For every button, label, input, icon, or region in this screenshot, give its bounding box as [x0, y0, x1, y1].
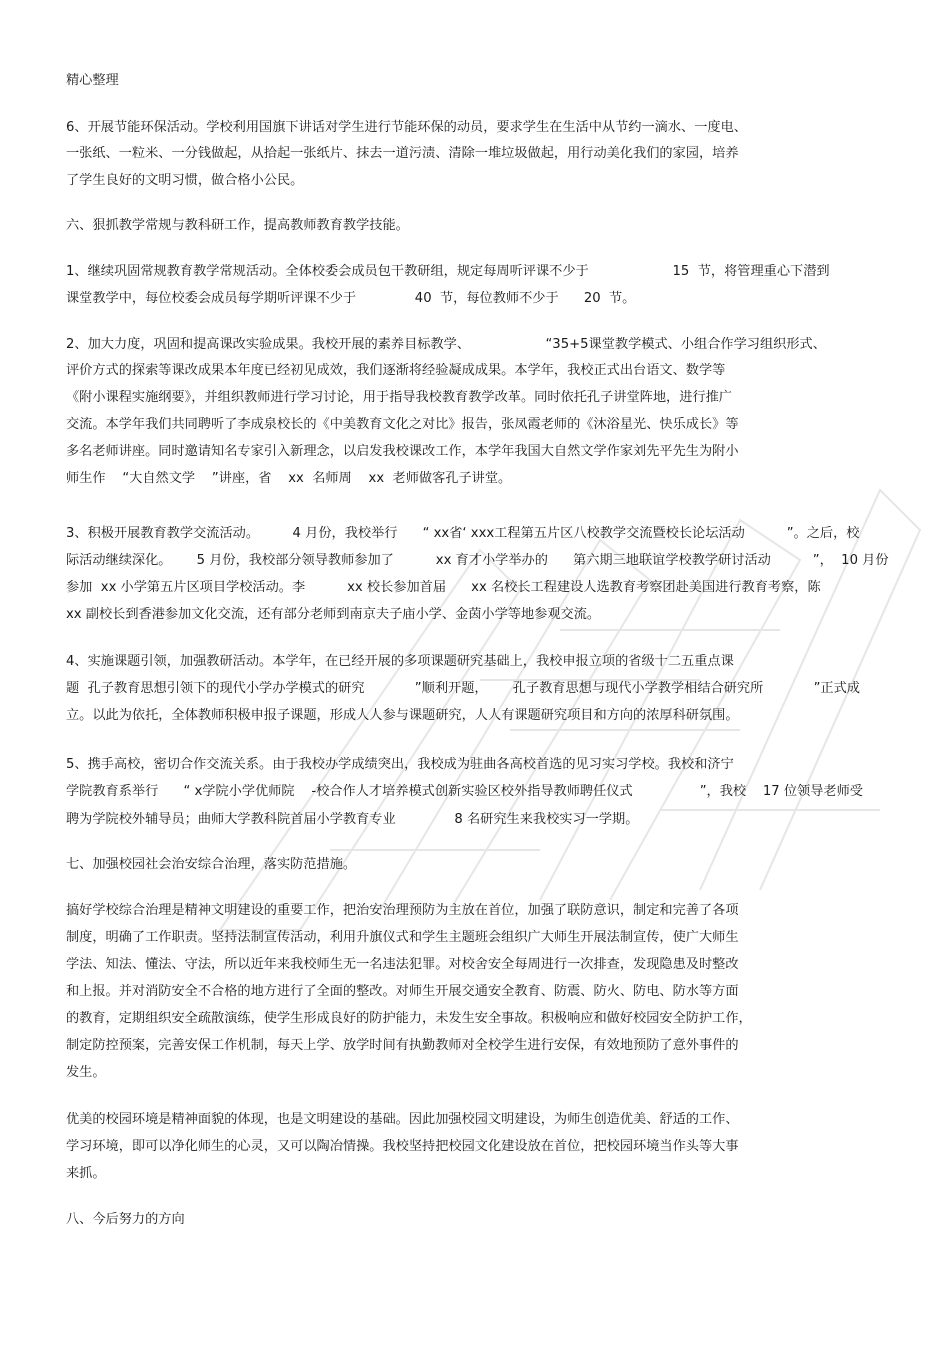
- text-line: 交流。本学年我们共同聘听了李成泉校长的《中美教育文化之对比》报告，张凤霞老师的《沐浴星光、快乐成长》等: [66, 417, 739, 432]
- text-line: 发生。: [66, 1065, 106, 1080]
- page-header: 精心整理: [66, 73, 119, 88]
- text-line: 多名老师讲座。同时邀请知名专家引入新理念，以启发我校课改工作，本学年我国大自然文学作家刘先平先生为附小: [66, 444, 739, 459]
- text-line: 2、加大力度，巩固和提高课改实验成果。我校开展的素养目标教学、 “35+5课堂教学模式、小组合作学习组织形式、: [66, 337, 826, 352]
- text-line: 制定防控预案，完善安保工作机制，每天上学、放学时间有执勤教师对全校学生进行安保，有效地预防了意外事件的: [66, 1038, 739, 1053]
- text-line: 题 孔子教育思想引领下的现代小学办学模式的研究 ”顺利开题， 孔子教育思想与现代小学教学相结合研究所 ”正式成: [66, 681, 860, 696]
- text-line: 师生作 “大自然文学 ”讲座，省 xx 名师周 xx 老师做客孔子讲堂。: [66, 471, 512, 486]
- section-heading: 六、狠抓教学常规与教科研工作，提高教师教育教学技能。: [66, 218, 409, 233]
- text-line: 《附小课程实施纲要》，并组织教师进行学习讨论，用于指导我校教育教学改革。同时依托孔子讲堂阵地，进行推广: [66, 390, 732, 405]
- text-line: 5、携手高校，密切合作交流关系。由于我校办学成绩突出，我校成为驻曲各高校首选的见习实习学校。我校和济宁: [66, 757, 734, 772]
- text-line: 4、实施课题引领，加强教研活动。本学年，在已经开展的多项课题研究基础上，我校申报立项的省级十二五重点课: [66, 654, 734, 669]
- text-line: 3、积极开展教育教学交流活动。 4 月份，我校举行 “ xx省‘ xxx工程第五片区八校教学交流暨校长论坛活动 ”。之后，校: [66, 526, 860, 541]
- text-line: 来抓。: [66, 1166, 106, 1181]
- text-line: 6、开展节能环保活动。学校利用国旗下讲话对学生进行节能环保的动员，要求学生在生活中从节约一滴水、一度电、: [66, 120, 747, 135]
- text-line: 评价方式的探索等课改成果本年度已经初见成效，我们逐渐将经验凝成成果。本学年，我校正式出台语文、数学等: [66, 363, 726, 378]
- text-line: 课堂教学中，每位校委会成员每学期听评课不少于 40 节，每位教师不少于 20 节。: [66, 291, 636, 306]
- text-line: 聘为学院校外辅导员；曲师大学教科院首届小学教育专业 8 名研究生来我校实习一学期。: [66, 812, 639, 827]
- text-line: 学习环境，即可以净化师生的心灵，又可以陶冶情操。我校坚持把校园文化建设放在首位，把校园环境当作头等大事: [66, 1139, 739, 1154]
- text-line: 优美的校园环境是精神面貌的体现，也是文明建设的基础。因此加强校园文明建设，为师生创造优美、舒适的工作、: [66, 1112, 739, 1127]
- text-line: 一张纸、一粒米、一分钱做起，从拾起一张纸片、抹去一道污渍、清除一堆垃圾做起，用行动美化我们的家园，培养: [66, 146, 739, 161]
- text-line: 搞好学校综合治理是精神文明建设的重要工作，把治安治理预防为主放在首位，加强了联防意识，制定和完善了各项: [66, 903, 739, 918]
- section-heading: 八、今后努力的方向: [66, 1212, 185, 1227]
- text-line: 的教育，定期组织安全疏散演练，使学生形成良好的防护能力，未发生安全事故。积极响应和做好校园安全防护工作，: [66, 1011, 752, 1026]
- text-line: 制度，明确了工作职责。坚持法制宣传活动，利用升旗仪式和学生主题班会组织广大师生开展法制宣传，使广大师生: [66, 930, 739, 945]
- text-line: 学法、知法、懂法、守法，所以近年来我校师生无一名违法犯罪。对校舍安全每周进行一次排查，发现隐患及时整改: [66, 957, 739, 972]
- text-line: 和上报。并对消防安全不合格的地方进行了全面的整改。对师生开展交通安全教育、防震、防火、防电、防水等方面: [66, 984, 739, 999]
- text-line: 学院教育系举行 “ x学院小学优师院 -校合作人才培养模式创新实验区校外指导教师聘任仪式 ”，我校 17 位领导老师受: [66, 784, 863, 799]
- text-line: 立。以此为依托，全体教师积极申报子课题，形成人人参与课题研究，人人有课题研究项目和方向的浓厚科研氛围。: [66, 708, 739, 723]
- text-line: 1、继续巩固常规教育教学常规活动。全体校委会成员包干教研组，规定每周听评课不少于 15 节，将管理重心下潜到: [66, 264, 830, 279]
- section-heading: 七、加强校园社会治安综合治理，落实防范措施。: [66, 857, 357, 872]
- text-line: 了学生良好的文明习惯，做合格小公民。: [66, 173, 304, 188]
- text-line: xx 副校长到香港参加文化交流，还有部分老师到南京夫子庙小学、金茵小学等地参观交流。: [66, 607, 601, 622]
- text-line: 参加 xx 小学第五片区项目学校活动。李 xx 校长参加首届 xx 名校长工程建设人选教育考察团赴美国进行教育考察，陈: [66, 580, 821, 595]
- text-line: 际活动继续深化。 5 月份，我校部分领导教师参加了 xx 育才小学举办的 第六期三地联谊学校教学研讨活动 ”， 10 月份: [66, 553, 889, 568]
